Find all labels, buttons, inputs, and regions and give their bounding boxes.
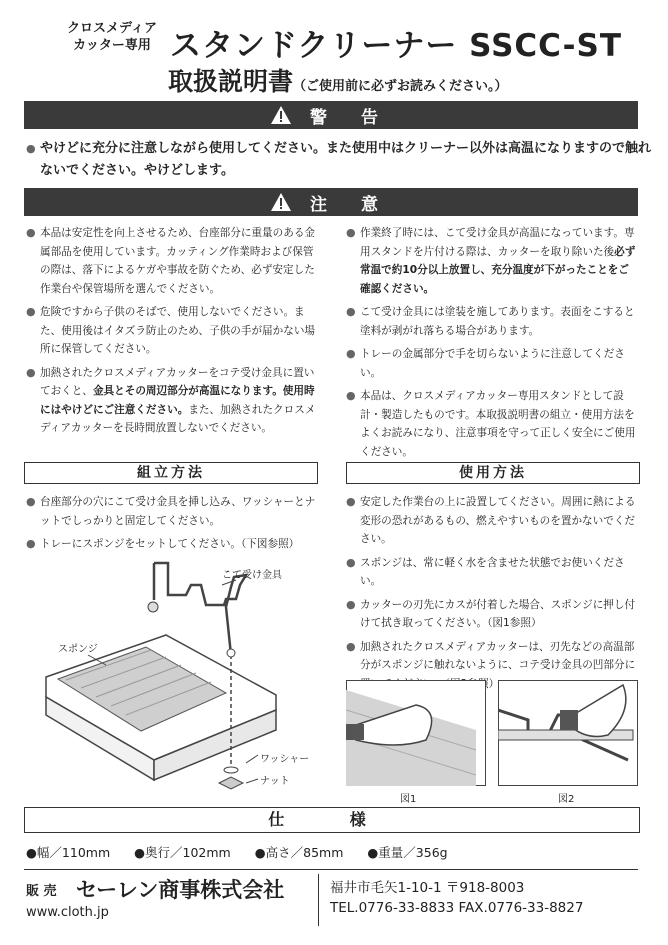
fig2-rail [498, 730, 633, 740]
caution-item: ● トレーの金属部分で手を切らないように注意してください。 [346, 345, 638, 382]
washer-leader [246, 755, 258, 763]
spec-weight: ●重量／356g [367, 845, 448, 860]
figure-2 [498, 680, 638, 786]
caution-triangle-icon [270, 192, 292, 212]
page-title: スタンドクリーナー SSCC-ST [170, 28, 622, 64]
usage-step: ● スポンジは、常に軽く水を含ませた状態でお使いください。 [346, 554, 638, 591]
assembly-steps [26, 493, 318, 559]
nut-shape [219, 777, 243, 789]
usage-title: 使用方法 [346, 462, 640, 484]
warning-heading: 警 告 [310, 107, 392, 128]
caution-heading: 注 意 [310, 194, 392, 215]
label-holder: こて受け金具 [222, 570, 282, 581]
website-link[interactable]: www.cloth.jp [26, 905, 109, 920]
warning-bar [24, 101, 638, 129]
label-nut: ナット [260, 776, 290, 787]
footer-vertical-divider [318, 874, 319, 926]
seller-label: 販 売 [26, 884, 57, 899]
assembly-title: 組立方法 [24, 462, 318, 484]
company-phone: TEL.0776-33-8833 FAX.0776-33-8827 [330, 900, 584, 916]
usage-step: ● 安定した作業台の上に設置してください。周囲に熱による変形の恐れがあるもの、燃えやすいものを置かないでください。 [346, 493, 638, 549]
nut-leader [246, 779, 258, 783]
caution-item: ● 危険ですから子供のそばで、使用しないでください。また、使用後はイタズラ防止のため、子供の手が届かない場所に保管してください。 [26, 303, 320, 359]
usage-step: ● カッターの刃先にカスが付着した場合、スポンジに押し付けて拭き取ってください。（図1参照） [346, 596, 638, 633]
caution-cool-a: 作業終了時には、こて受け金具が高温になっています。専用スタンドを片付ける際は、カッターを取り除いた後 [360, 227, 635, 258]
caution-item-heat [26, 364, 320, 438]
caution-item: ● こて受け金具には塗装を施してあります。表面をこすると塗料が剥がれ落ちる場合があります。 [346, 303, 638, 340]
label-sponge: スポンジ [58, 644, 98, 655]
warning-text: ● やけどに充分に注意しながら使用してください。また使用中はクリーナー以外は高温になりますので触れないでください。やけどします。 [26, 138, 652, 182]
spec-row [26, 843, 468, 861]
footer-divider [24, 869, 638, 870]
holder-screw [148, 602, 158, 612]
fig2-caption: 図2 [558, 794, 575, 805]
holder-hole [227, 649, 235, 657]
warning-triangle-icon [270, 105, 292, 125]
assembly-step: ● 台座部分の穴にこて受け金具を挿し込み、ワッシャーとナットでしっかりと固定してください。 [26, 493, 318, 530]
spec-width: ●幅／110mm [26, 845, 111, 860]
spec-height: ●高さ／85mm [254, 845, 344, 860]
caution-heat-b: 金具とその周辺部分が高温になります。使用時にはやけどにご注意ください。 [40, 385, 315, 416]
assembly-step: ● トレーにスポンジをセットしてください。（下図参照） [26, 535, 318, 554]
label-washer: ワッシャー [260, 754, 310, 765]
product-line-2: カッター専用 [73, 38, 151, 53]
company-address: 福井市毛矢1-10-1 〒918-8003 [330, 880, 525, 896]
caution-cool-b: 必ず常温で約10分以上放置し、充分温度が下がったことをご確認ください。 [360, 245, 636, 295]
fig1-caption: 図1 [400, 794, 417, 805]
subtitle-note: （ご使用前に必ずお読みください。） [293, 79, 508, 94]
caution-bar [24, 188, 638, 216]
fig1-cutter-handle [346, 724, 364, 740]
subtitle-text: 取扱説明書 [168, 67, 294, 96]
product-line-1: クロスメディア [67, 21, 157, 36]
caution-item-cool [346, 224, 638, 298]
caution-heat-c: また、加熱されたクロスメディアカッターを長時間放置しないでください。 [40, 403, 316, 434]
usage-steps [346, 493, 638, 698]
spec-depth: ●奥行／102mm [134, 845, 231, 860]
usage-step: ● 加熱されたクロスメディアカッターは、刃先などの高温部分がスポンジに触れないように、コテ受け金具の凹部分に 照） [346, 638, 638, 694]
product-line [62, 20, 162, 54]
spec-title: 仕 様 [24, 807, 640, 833]
caution-heat-a: 加熱されたクロスメディアカッターをコテ受け金具に置いておくと、 [40, 366, 315, 397]
caution-right-column [346, 224, 638, 466]
caution-item: ● 本品は、クロスメディアカッター専用スタンドとして設計・製造したものです。本取扱説明書の組立・使用方法をよくお読みになり、注意事項を守って正しく安全にご使用ください。 [346, 387, 638, 461]
figure-1 [346, 680, 486, 786]
caution-left-column [26, 224, 320, 443]
washer-shape [224, 767, 238, 773]
company-name: セーレン商事株式会社 [76, 878, 285, 902]
fig2-cutter-handle [560, 710, 578, 730]
page-subtitle [168, 62, 508, 98]
caution-item: ● 本品は安定性を向上させるため、台座部分に重量のある金属部品を使用しています。カッティング作業時および保管の際は、落下によるケガや事故を防ぐため、必ず安定した作業台や保管場所を選んでください。 [26, 224, 320, 298]
